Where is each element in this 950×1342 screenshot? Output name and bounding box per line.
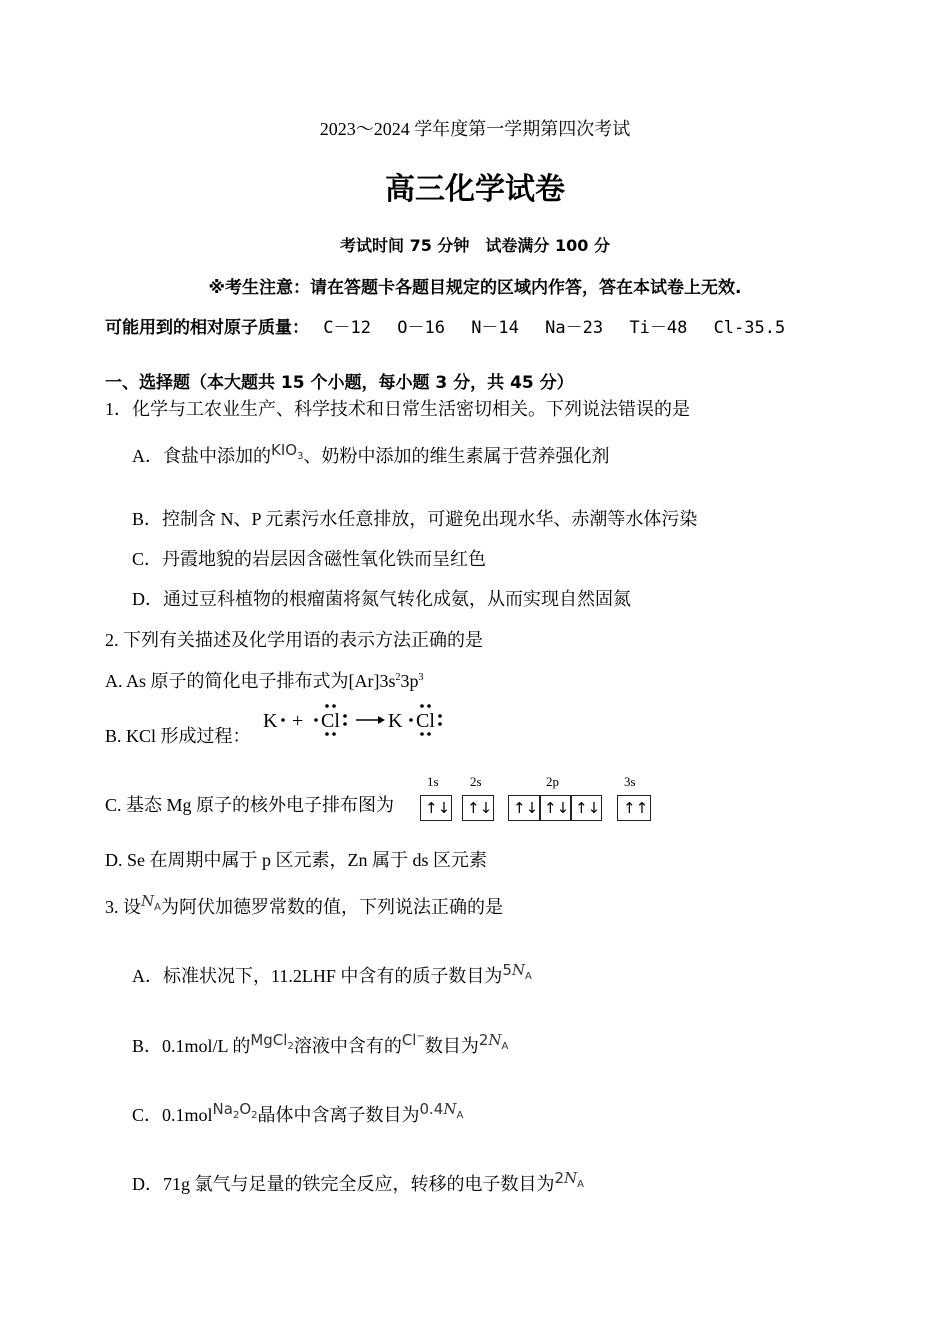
q1-a-formula: KIO3 [271,441,304,462]
q3-option-c: C．0.1mol$^{Na_2O_2}$晶体中含离子数目为$^{0.4N_A}$ [132,1100,464,1125]
atomic-mass-na: Na－23 [545,318,604,338]
section-title: 一、选择题（本大题共 15 个小题，每小题 3 分，共 45 分） [105,373,574,393]
q1-option-b: B．控制含 N、P 元素污水任意排放，可避免出现水华、赤潮等水体污染 [132,509,698,529]
q3-option-b: B．0.1mol/L 的$^{MgCl_2}$溶液中含有的$^{Cl^-}$数目为$^{2N_A}$ [132,1031,509,1056]
orbital-label-1s: 1s [427,774,439,789]
q1-stem: 1．化学与工农业生产、科学技术和日常生活密切相关。下列说法错误的是 [105,399,690,419]
atomic-mass-c: C－12 [323,318,371,338]
k-atom-label: K [263,710,278,732]
q3-option-a: A．标准状况下，11.2LHF 中含有的质子数目为$^{5N_A}$ [132,961,532,986]
atomic-mass-o: O－16 [397,318,445,338]
orbital-label-3s: 3s [624,774,636,789]
q1-a-prefix: A．食盐中添加的 [132,446,271,466]
k-ion-label: K [388,710,403,732]
cl-ion-label: Cl [416,710,435,732]
orbital-box-2s: ↑↓ [462,795,494,821]
orbital-box-2p: ↑↓ ↑↓ ↑↓ [508,795,602,821]
atomic-mass-line [105,313,785,338]
orbital-box-3s: ↑↑ [617,795,651,821]
orbital-label-2p: 2p [546,774,559,789]
paper-title: 高三化学试卷 [385,172,565,207]
orbital-box-1s: ↑↓ [420,795,452,821]
plus-sign: + [292,710,304,732]
q2-stem: 2. 下列有关描述及化学用语的表示方法正确的是 [105,630,483,650]
q3-stem: 3. 设$^{N_A}$为阿伏加德罗常数的值，下列说法正确的是 [105,892,503,917]
q1-option-a [132,442,609,469]
q1-option-c: C．丹霞地貌的岩层因含磁性氧化铁而呈红色 [132,549,487,569]
orbital-label-2s: 2s [470,774,482,789]
q1-a-suffix: 、奶粉中添加的维生素属于营养强化剂 [303,446,610,466]
kcl-formation-diagram [260,700,460,744]
na-symbol: NA [141,892,161,913]
q2-option-a: A. As 原子的简化电子排布式为$[Ar]3s^23p^3$ [105,671,424,691]
exam-notice: ※考生注意：请在答题卡各题目规定的区域内作答，答在本试卷上无效. [208,278,742,298]
atomic-mass-cl: Cl-35.5 [713,318,786,338]
reaction-arrow-head [378,716,385,724]
q1-option-d: D．通过豆科植物的根瘤菌将氮气转化成氨，从而实现自然固氮 [132,589,631,609]
cl-left-dot [314,718,318,722]
atomic-mass-n: N－14 [471,318,519,338]
exam-info: 考试时间 75 分钟 试卷满分 100 分 [340,236,610,255]
q2-option-c-prefix: C. 基态 Mg 原子的核外电子排布图为 [105,795,395,815]
q2-option-b-prefix: B. KCl 形成过程： [105,726,251,746]
exam-title: 2023～2024 学年度第一学期第四次考试 [319,119,631,139]
atomic-mass-label: 可能用到的相对原子质量： [105,318,309,338]
q3-option-d: D．71g 氯气与足量的铁完全反应，转移的电子数目为$^{2N_A}$ [132,1169,585,1194]
q2-option-d: D. Se 在周期中属于 p 区元素，Zn 属于 ds 区元素 [105,850,487,870]
k-valence-dot [281,718,285,722]
mg-orbital-diagram [418,774,658,824]
atomic-mass-ti: Ti－48 [629,318,688,338]
cl-atom-label: Cl [321,710,340,732]
